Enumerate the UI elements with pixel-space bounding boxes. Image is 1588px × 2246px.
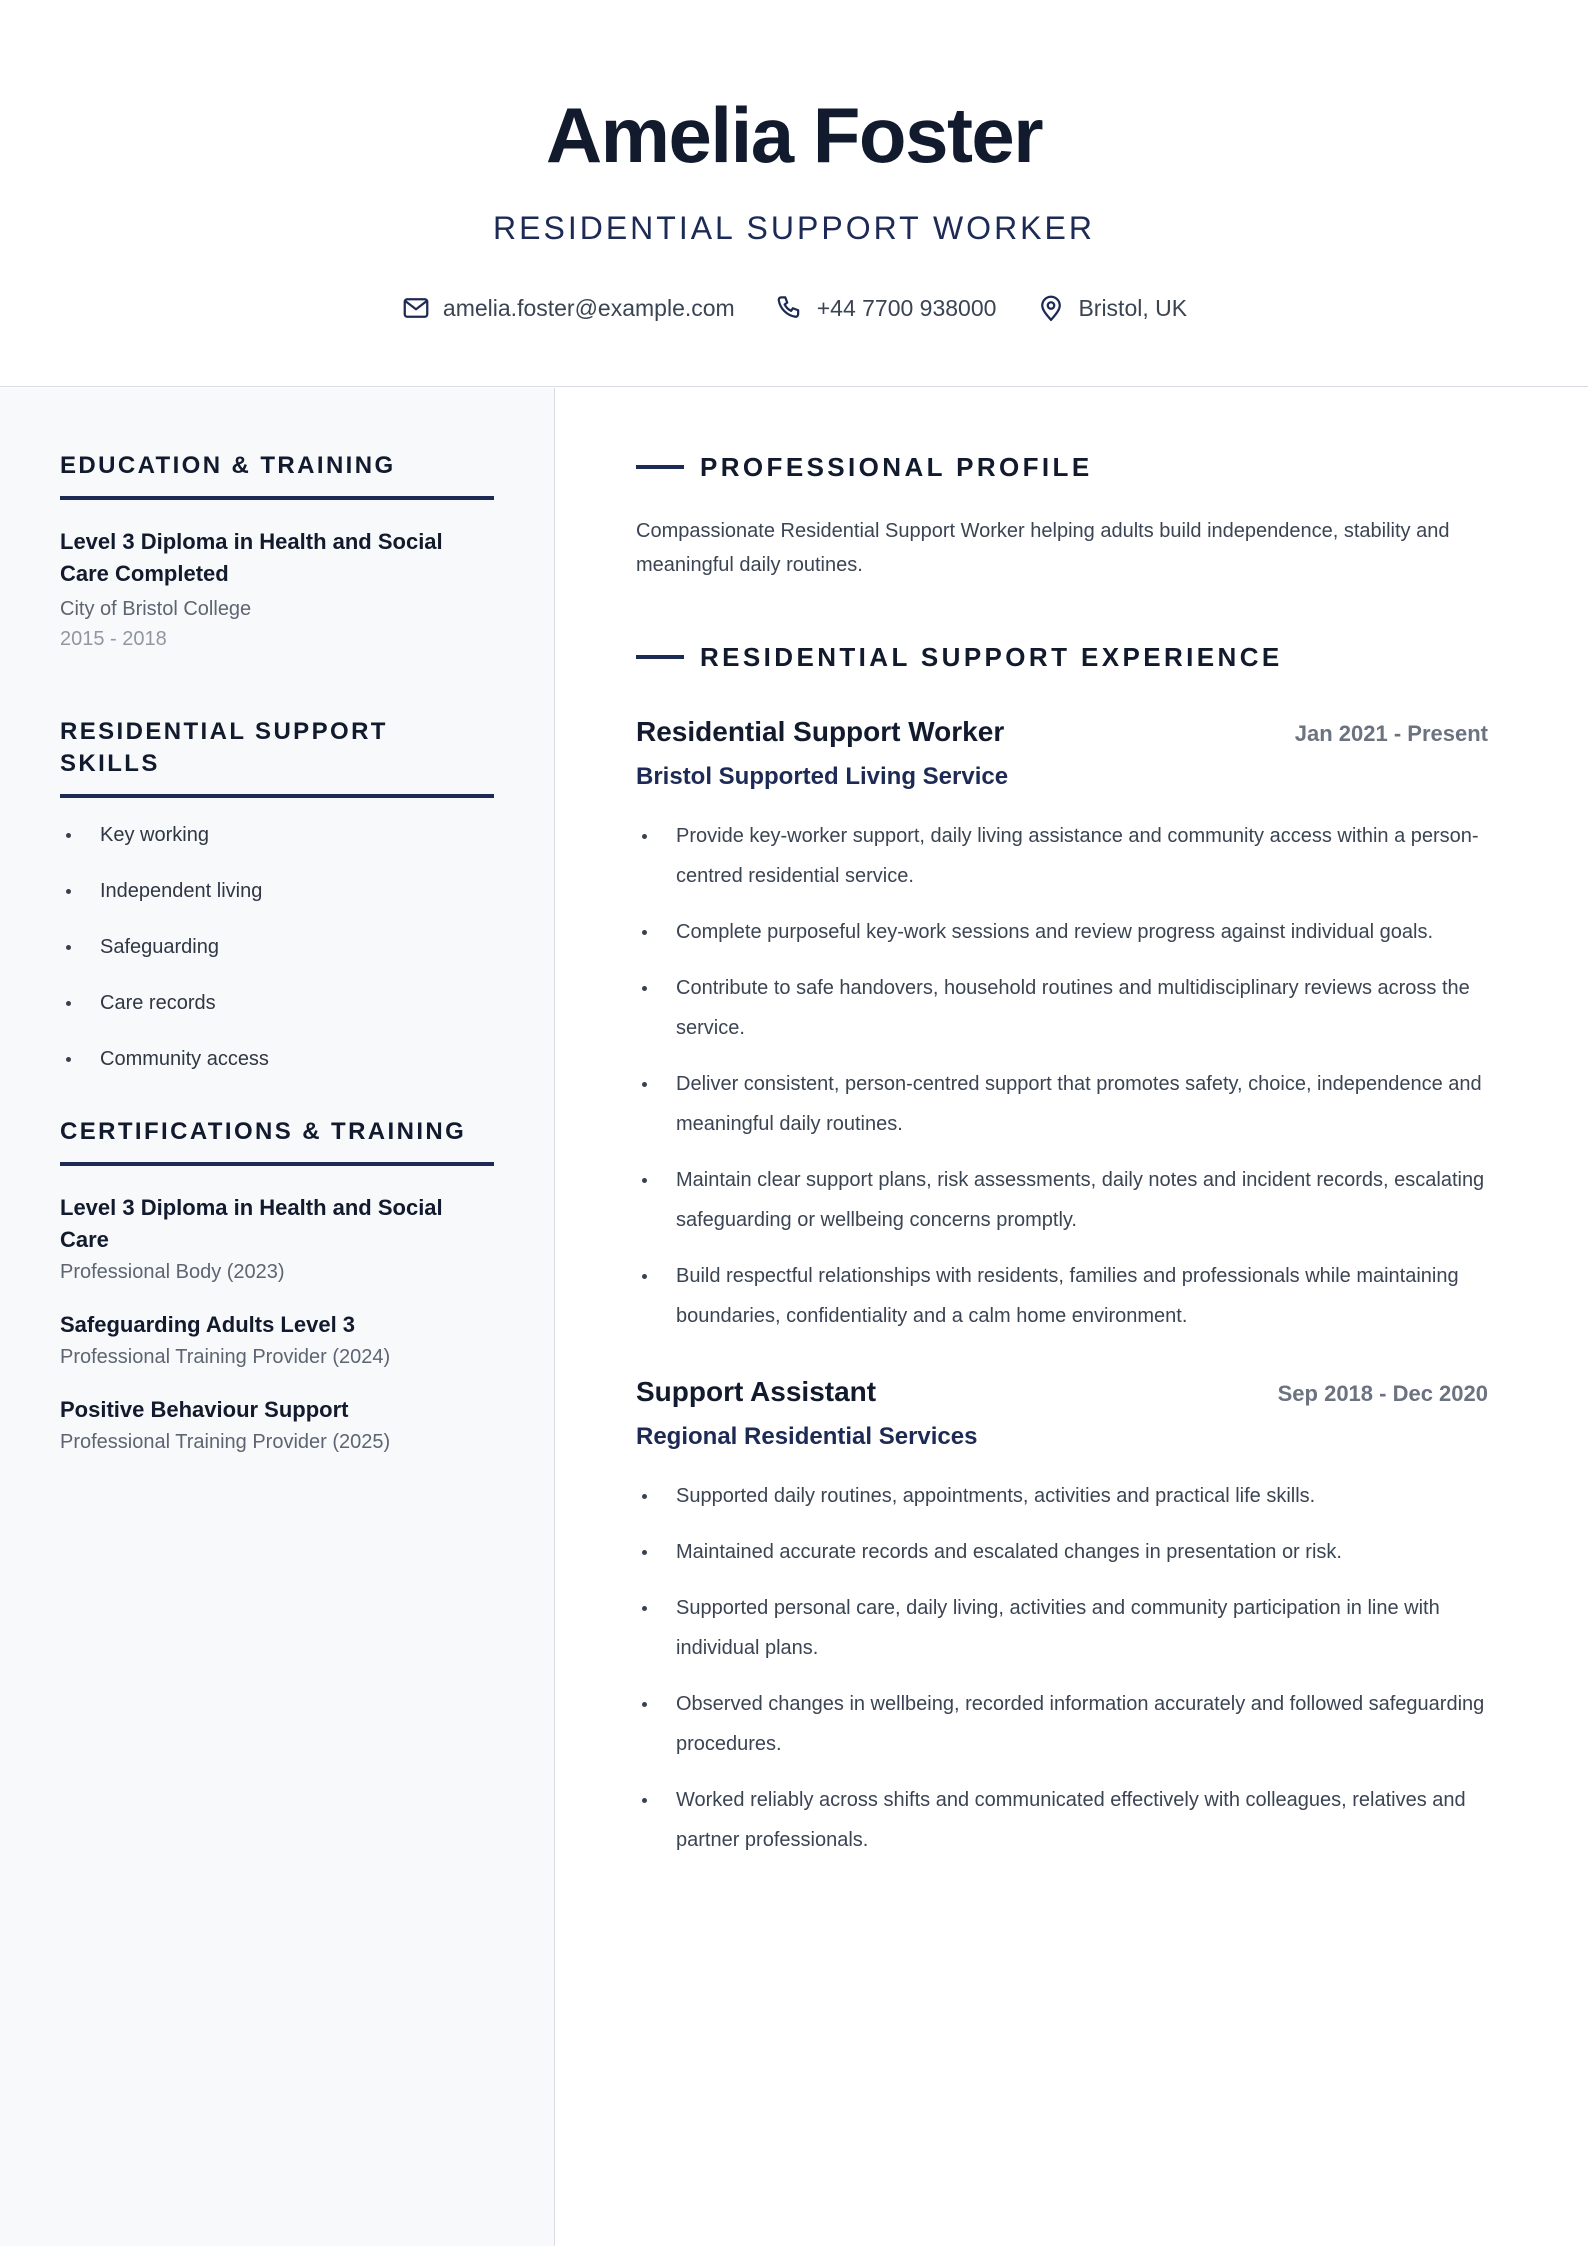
list-item: Supported daily routines, appointments, activities and practical life skills. [636, 1476, 1488, 1516]
certification-item [60, 1192, 494, 1287]
job-company: Bristol Supported Living Service [636, 763, 1009, 790]
job-entry [636, 1372, 1488, 1860]
resume-header [0, 0, 1588, 387]
phone-icon [775, 293, 805, 323]
education-section [60, 450, 494, 654]
job-company: Regional Residential Services [636, 1423, 978, 1450]
skills-list [60, 820, 494, 1074]
profile-summary: Compassionate Residential Support Worker helping adults build independence, stability and meaningful daily routines. [636, 520, 1450, 576]
contact-phone[interactable] [775, 290, 997, 326]
job-bullets [636, 1476, 1488, 1860]
contact-location-text: Bristol, UK [1078, 295, 1188, 321]
job-entry [636, 712, 1488, 1336]
heading-rule [636, 655, 684, 659]
main-content [556, 388, 1588, 2246]
skills-section [60, 716, 494, 1100]
certification-name: Safeguarding Adults Level 3 [60, 1312, 356, 1337]
profile-section [636, 450, 1488, 582]
candidate-name: Amelia Foster [545, 91, 1043, 179]
list-item: Observed changes in wellbeing, recorded information accurately and followed safeguarding procedures. [636, 1684, 1488, 1764]
experience-heading-text: RESIDENTIAL SUPPORT EXPERIENCE [700, 642, 1283, 672]
contact-location [1036, 290, 1187, 326]
job-title-heading: RESIDENTIAL SUPPORT WORKER [493, 210, 1095, 246]
certification-meta: Professional Training Provider (2025) [60, 1431, 391, 1453]
list-item: Safeguarding [60, 932, 494, 962]
skills-heading: RESIDENTIAL SUPPORT SKILLS [60, 716, 494, 798]
mail-icon [401, 293, 431, 323]
job-dates: Sep 2018 - Dec 2020 [1277, 1381, 1488, 1406]
location-pin-icon [1036, 293, 1066, 323]
experience-section [636, 640, 1488, 1876]
list-item: Maintain clear support plans, risk assessments, daily notes and incident records, escalating safeguarding or wellbeing concerns promptly. [636, 1160, 1488, 1240]
job-title: Support Assistant [636, 1376, 877, 1407]
list-item: Care records [60, 988, 494, 1018]
certifications-heading: CERTIFICATIONS & TRAINING [60, 1116, 494, 1166]
list-item: Worked reliably across shifts and communicated effectively with colleagues, relatives and partner professionals. [636, 1780, 1488, 1860]
contact-phone-text: +44 7700 938000 [816, 295, 997, 321]
job-header [636, 712, 1488, 754]
education-degree: Level 3 Diploma in Health and Social Care Completed [60, 529, 443, 586]
job-header [636, 1372, 1488, 1414]
list-item: Independent living [60, 876, 494, 906]
certification-item [60, 1309, 494, 1372]
certification-name: Positive Behaviour Support [60, 1397, 349, 1422]
list-item: Provide key-worker support, daily living assistance and community access within a person-centred residential service. [636, 816, 1488, 896]
sidebar [0, 388, 555, 2246]
experience-heading [636, 640, 1488, 674]
profile-heading-text: PROFESSIONAL PROFILE [700, 452, 1093, 482]
contact-bar [0, 290, 1588, 326]
list-item: Contribute to safe handovers, household routines and multidisciplinary reviews across the service. [636, 968, 1488, 1048]
list-item: Maintained accurate records and escalated changes in presentation or risk. [636, 1532, 1488, 1572]
certification-meta: Professional Body (2023) [60, 1261, 285, 1283]
certifications-section [60, 1116, 494, 1457]
list-item: Key working [60, 820, 494, 850]
job-dates: Jan 2021 - Present [1294, 721, 1488, 746]
list-item: Supported personal care, daily living, activities and community participation in line with individual plans. [636, 1588, 1488, 1668]
education-years: 2015 - 2018 [60, 628, 167, 650]
certification-meta: Professional Training Provider (2024) [60, 1346, 391, 1368]
education-school: City of Bristol College [60, 598, 252, 620]
heading-rule [636, 465, 684, 469]
certification-item [60, 1394, 494, 1457]
list-item: Complete purposeful key-work sessions and review progress against individual goals. [636, 912, 1488, 952]
list-item: Community access [60, 1044, 494, 1074]
list-item: Deliver consistent, person-centred support that promotes safety, choice, independence and meaningful daily routines. [636, 1064, 1488, 1144]
contact-email-text: amelia.foster@example.com [442, 295, 735, 321]
certification-name: Level 3 Diploma in Health and Social Care [60, 1195, 443, 1252]
job-title: Residential Support Worker [636, 716, 1005, 747]
job-bullets [636, 816, 1488, 1336]
contact-email[interactable] [401, 290, 735, 326]
education-heading: EDUCATION & TRAINING [60, 450, 494, 500]
profile-heading [636, 450, 1488, 484]
list-item: Build respectful relationships with residents, families and professionals while maintaining boundaries, confidentiality and a calm home environment. [636, 1256, 1488, 1336]
